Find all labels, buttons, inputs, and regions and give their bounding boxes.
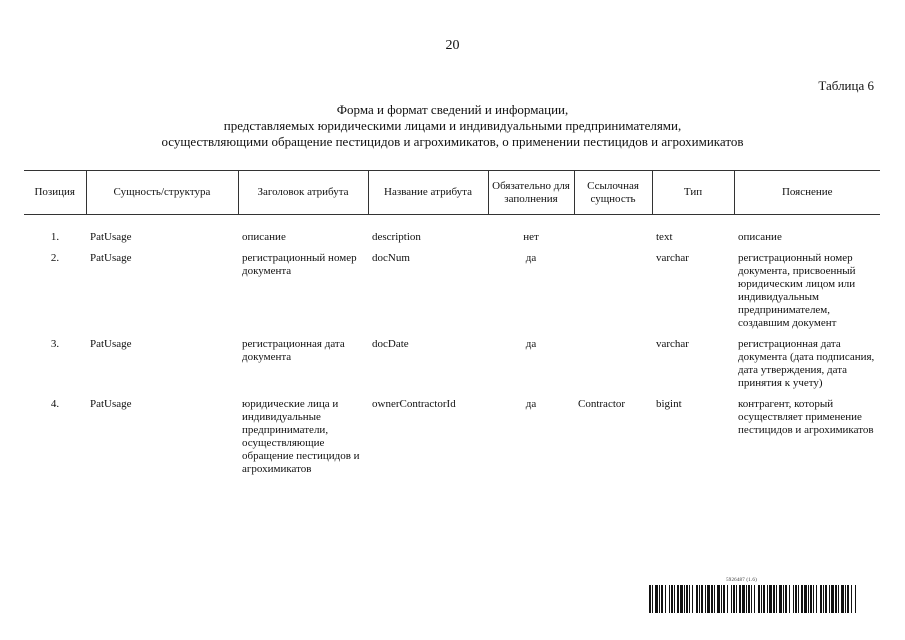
cell-attribute-name: description — [372, 231, 421, 243]
column-header-reference: Ссылочная сущность — [574, 171, 652, 215]
table-label: Таблица 6 — [818, 78, 874, 93]
cell-note: регистрационная дата документа (дата подписания, дата утверждения, дата принятия к учету) — [738, 338, 875, 389]
barcode-icon — [649, 585, 857, 613]
table-row — [24, 231, 880, 252]
cell-type: text — [656, 231, 673, 243]
column-header-attribute-title: Заголовок атрибута — [238, 171, 368, 215]
page-number: 20 — [445, 38, 460, 53]
cell-entity: PatUsage — [90, 398, 132, 410]
cell-attribute-name: docNum — [372, 252, 410, 264]
barcode-graphic — [649, 585, 857, 613]
cell-attribute-name: ownerContractorId — [372, 398, 456, 410]
column-header-required: Обязательно для заполнения — [488, 171, 574, 215]
cell-reference — [574, 252, 652, 338]
cell-entity: PatUsage — [90, 252, 132, 264]
cell-entity: PatUsage — [90, 231, 132, 243]
cell-reference: Contractor — [578, 398, 626, 410]
cell-attribute-title: регистрационный номер документа — [242, 252, 357, 277]
cell-note: описание — [738, 231, 782, 243]
column-header-attribute-name: Название атрибута — [368, 171, 488, 215]
cell-type: varchar — [656, 338, 689, 350]
cell-required: да — [525, 338, 537, 350]
cell-type: varchar — [656, 252, 689, 264]
title-line: осуществляющими обращение пестицидов и агрохимикатов, о применении пестицидов и агрохимикатов — [161, 134, 744, 149]
cell-attribute-title: юридические лица и индивидуальные предприниматели, осуществляющие обращение пестицидов и агрохимикатов — [242, 398, 360, 475]
column-header-type: Тип — [652, 171, 734, 215]
attributes-table — [24, 170, 880, 484]
cell-required: да — [525, 398, 537, 410]
cell-position: 2. — [50, 252, 60, 264]
cell-position: 4. — [50, 398, 60, 410]
cell-reference — [574, 338, 652, 398]
column-header-entity: Сущность/структура — [86, 171, 238, 215]
cell-attribute-title: описание — [242, 231, 286, 243]
cell-attribute-title: регистрационная дата документа — [242, 338, 345, 363]
cell-required: нет — [523, 231, 539, 243]
table-header-row — [24, 171, 880, 215]
table-row — [24, 398, 880, 484]
cell-reference — [574, 231, 652, 252]
cell-position: 3. — [50, 338, 60, 350]
table-row — [24, 338, 880, 398]
table-row — [24, 252, 880, 338]
title-line: представляемых юридическими лицами и индивидуальными предпринимателями, — [223, 118, 682, 133]
cell-note: контрагент, который осуществляет применение пестицидов и агрохимикатов — [738, 398, 874, 436]
cell-position: 1. — [50, 231, 60, 243]
column-header-note: Пояснение — [734, 171, 880, 215]
cell-attribute-name: docDate — [372, 338, 409, 350]
cell-note: регистрационный номер документа, присвоенный юридическим лицом или индивидуальным предпринимателем, создавшим документ — [738, 252, 856, 329]
cell-required: да — [525, 252, 537, 264]
column-header-position: Позиция — [24, 171, 86, 215]
cell-entity: PatUsage — [90, 338, 132, 350]
cell-type: bigint — [656, 398, 682, 410]
document-title — [0, 102, 905, 150]
title-line: Форма и формат сведений и информации, — [336, 102, 569, 117]
barcode-code-text: 5926487 (1.6) — [726, 578, 757, 583]
